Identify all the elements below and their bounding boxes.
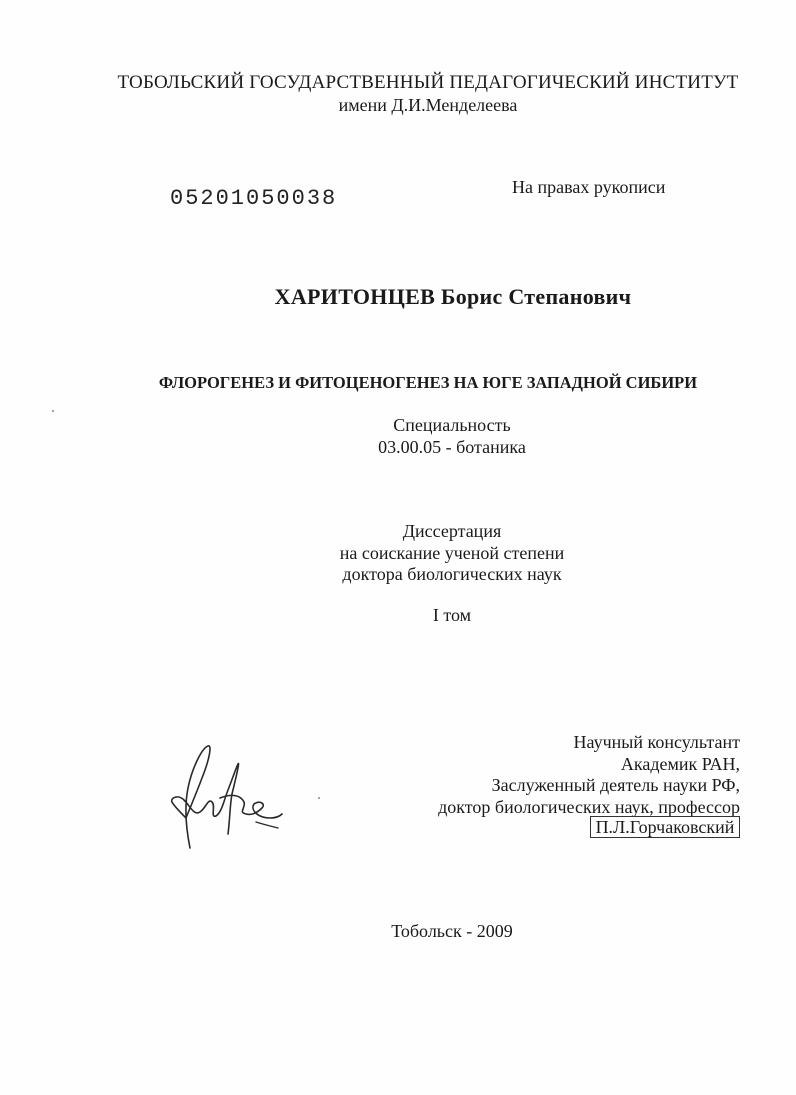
specialty-label: Специальность xyxy=(393,415,511,435)
rights-note: На правах рукописи xyxy=(512,177,666,197)
consultant-title: Академик РАН, xyxy=(620,754,740,774)
consultant-name-box: П.Л.Горчаковский xyxy=(590,816,740,838)
scan-speck xyxy=(318,797,320,799)
degree-field-line: доктора биологических наук xyxy=(342,564,562,584)
archive-number: 05201050038 xyxy=(170,186,338,211)
author-name: ХАРИТОНЦЕВ Борис Степанович xyxy=(274,284,632,309)
city-year: Тобольск - 2009 xyxy=(391,921,513,941)
degree-line: на соискание ученой степени xyxy=(339,543,565,563)
scan-speck xyxy=(52,410,54,412)
volume-label: I том xyxy=(432,605,472,625)
consultant-degree: доктор биологических наук, профессор xyxy=(438,797,740,817)
handwritten-signature xyxy=(150,738,290,858)
dissertation-label: Диссертация xyxy=(402,521,502,541)
specialty-code: 03.00.05 - ботаника xyxy=(378,437,526,457)
institute-name: ТОБОЛЬСКИЙ ГОСУДАРСТВЕННЫЙ ПЕДАГОГИЧЕСКИЙ ИНСТИТУТ xyxy=(117,72,739,93)
thesis-title: ФЛОРОГЕНЕЗ И ФИТОЦЕНОГЕНЕЗ НА ЮГЕ ЗАПАДНОЙ СИБИРИ xyxy=(158,373,698,392)
consultant-honor: Заслуженный деятель науки РФ, xyxy=(491,775,740,795)
institute-subtitle: имени Д.И.Менделеева xyxy=(338,95,518,115)
consultant-role: Научный консультант xyxy=(573,732,740,752)
